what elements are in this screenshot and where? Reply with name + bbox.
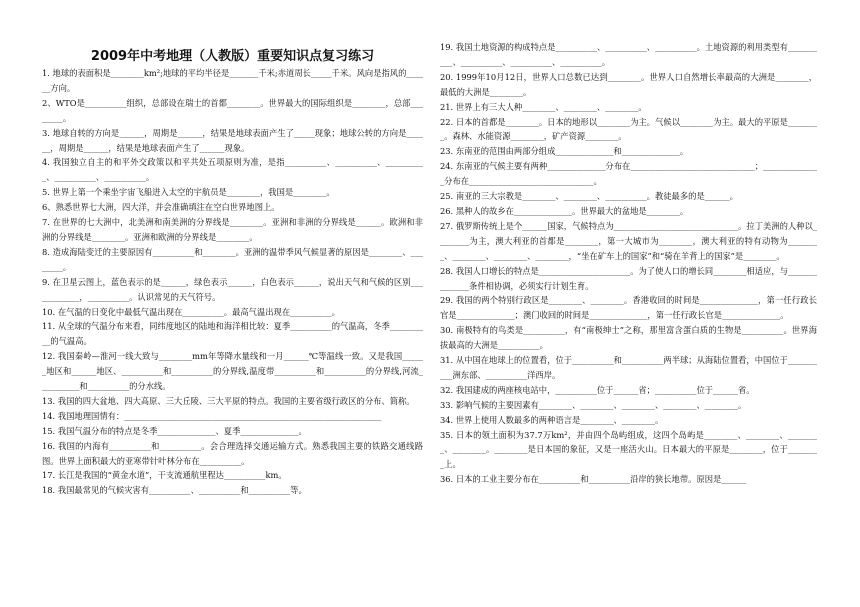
question-item: 16. 我国的内海有__________和__________。会合理选择交通运输方式。熟悉我国主要的铁路交通线路图。世界上面积最大的亚寒带针叶林分布在__________。	[42, 440, 423, 466]
question-item: 20. 1999年10月12日，世界人口总数已达到________。世界人口自然增长率最高的大洲是________，最低的大洲是________。	[440, 71, 817, 97]
question-item: 33. 影响气候的主要因素有________、________、________、________、________。	[440, 399, 747, 410]
left-question-list	[42, 66, 423, 498]
left-column	[42, 0, 423, 498]
question-item: 19. 我国土地资源的构成特点是__________、__________、__________。土地资源的利用类型有__________、__________、__________、__________。	[440, 42, 817, 67]
right-question-list	[440, 0, 817, 487]
question-item: 10. 在气温的日变化中最低气温出现在__________。最高气温出现在__________。	[42, 306, 340, 317]
question-item: 9. 在卫星云图上，蓝色表示的是______，绿色表示______，白色表示______，说出天气和气候的区别____________，__________。认识常见的天气符号。	[42, 276, 423, 302]
document-title: 2009年中考地理（人教版）重要知识点复习练习	[90, 49, 375, 64]
question-item: 23. 东南亚的范围由两部分组成______________和______________。	[440, 146, 689, 157]
question-item: 21. 世界上有三大人种________、________、________。	[440, 101, 647, 112]
question-item: 28. 我国人口增长的特点是______________________。为了使人口的增长同________相适应，与______________条件相协调，必须实行计划生育。	[440, 265, 817, 291]
question-item: 2、WTO是__________组织，总部设在瑞士的首都________。世界最大的国际组织是________，总部________。	[42, 97, 423, 123]
question-item: 24. 东南亚的气候主要有两种______________分布在______________________________；______________分布在______________________________。	[440, 161, 817, 187]
question-item: 13. 我国的四大盆地、四大高原、三大丘陵、三大平原的特点。我国的主要省级行政区的分布、简称。	[42, 395, 415, 406]
question-item: 17. 长江是我国的“黄金水道”，干支流通航里程达__________km。	[42, 470, 287, 481]
question-item: 25. 南亚的三大宗教是________、________、__________。教徒最多的是______。	[440, 191, 738, 202]
question-item: 15. 我国气温分布的特点是冬季______________、夏季______________。	[42, 425, 307, 436]
right-column	[440, 0, 817, 487]
question-item: 18. 我国最常见的气候灾害有__________、__________和__________等。	[42, 485, 307, 496]
question-item: 5. 世界上第一个乘坐宇宙飞船进入太空的宇航员是________，我国是________。	[42, 187, 335, 198]
question-item: 8. 造成海陆变迁的主要原因有__________和________。亚洲的温带季风气候显著的原因是________、________。	[42, 246, 423, 272]
question-item: 14. 我国地理国情有：______________________________________________________________	[42, 410, 382, 421]
question-item: 4. 我国独立自主的和平外交政策以和平共处五项原则为准，是指__________、__________、__________、__________、__________。	[42, 157, 423, 183]
question-item: 6、熟悉世界七大洲，四大洋，并会准确填注在空白世界地图上。	[42, 202, 280, 213]
question-item: 32. 我国建成的两座核电站中，__________位于______省；__________位于______省。	[440, 384, 755, 395]
question-item: 22. 日本的首都是________。日本的地形以________为主。气候以________为主。最大的平原是________。森林、水能资源________，矿产资源________。	[440, 116, 817, 142]
question-item: 7. 在世界的七大洲中，北美洲和南美洲的分界线是________。亚洲和非洲的分界线是______。欧洲和非洲的分界线是________。亚洲和欧洲的分界线是________。	[42, 217, 423, 242]
question-item: 30. 南极特有的鸟类是__________，有“南极绅士”之称，那里富含蛋白质的生物是__________。世界海拔最高的大洲是__________。	[440, 325, 817, 351]
question-item: 34. 世界上使用人数最多的两种语言是________、________。	[440, 414, 664, 425]
question-item: 12. 我国秦岭—淮河一线大致与________mm年等降水量线和一月______℃等温线一致。又是我国______地区和______地区、__________和__________的分界线,温度带__________和__________的分界线,河流__________和__________的分水线。	[42, 351, 423, 392]
question-item: 1. 地球的表面积是________km²;地球的平均半径是_______千米;赤道周长_____千米。风向是指风的______方向。	[42, 68, 423, 93]
question-item: 36. 日本的工业主要分布在__________和__________沿岸的狭长地带。原因是______	[440, 474, 747, 485]
question-item: 3. 地球自转的方向是______，周期是______，结果是地球表面产生了_____现象；地球公转的方向是______，周期是______，结果是地球表面产生了______现象。	[42, 127, 423, 153]
question-item: 26. 黑种人的故乡在______________。世界最大的盆地是________。	[440, 205, 689, 216]
question-item: 31. 从中国在地球上的位置看，位于__________和__________两半球；从海陆位置看，中国位于__________洲东部、__________洋西岸。	[440, 355, 817, 380]
question-item: 29. 我国的两个特别行政区是________、________。香港收回的时间是______________，第一任行政长官是______________；澳门收回的时间是______________，第一任行政长官是______________。	[440, 295, 817, 321]
question-item: 35. 日本的领土面积为37.7万km²，并由四个岛屿组成，这四个岛屿是________、________、________、________。________是日本国的象征，又是一座活火山。日本最大的平原是________，位于________上。	[440, 429, 817, 470]
question-item: 27. 俄罗斯传统上是个______国家，气候特点为______________________________。拉丁美洲的人种以________为主，澳大利亚的首都是________，第一大城市为________，澳大利亚的特有动物为________、________、________、________，“坐在矿车上的国家”和“骑在羊背上的国家”是________。	[440, 220, 817, 261]
question-item: 11. 从全球的气温分布来看，同纬度地区的陆地和海洋相比较：夏季__________的气温高，冬季__________的气温高。	[42, 321, 423, 347]
